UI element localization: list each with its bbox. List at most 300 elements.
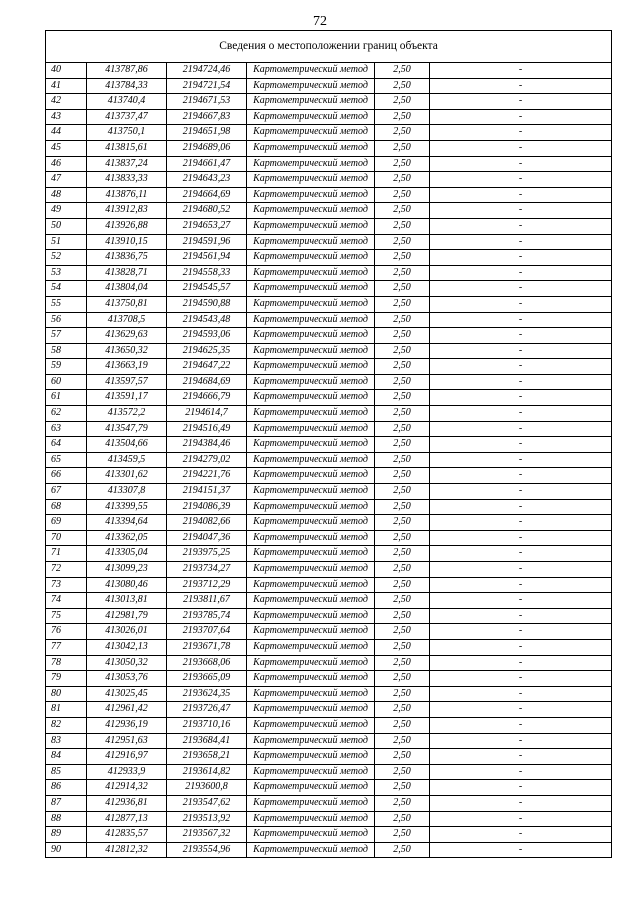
method-cell: Картометрический метод [247,359,375,375]
coordinate-x-cell: 413926,88 [87,218,167,234]
coordinate-x-cell: 413053,76 [87,671,167,687]
coordinate-x-cell: 412933,9 [87,764,167,780]
description-cell: - [430,203,612,219]
method-cell: Картометрический метод [247,203,375,219]
coordinate-y-cell: 2193707,64 [167,624,247,640]
table-row [46,250,612,266]
accuracy-cell: 2,50 [375,499,430,515]
method-cell: Картометрический метод [247,717,375,733]
coordinate-x-cell: 413042,13 [87,639,167,655]
description-cell: - [430,499,612,515]
table-row [46,562,612,578]
accuracy-cell: 2,50 [375,717,430,733]
point-number-cell: 55 [46,296,87,312]
description-cell: - [430,406,612,422]
method-cell: Картометрический метод [247,671,375,687]
coordinate-x-cell: 412916,97 [87,749,167,765]
method-cell: Картометрический метод [247,421,375,437]
method-cell: Картометрический метод [247,187,375,203]
accuracy-cell: 2,50 [375,140,430,156]
description-cell: - [430,624,612,640]
table-row [46,296,612,312]
coordinate-y-cell: 2193513,92 [167,811,247,827]
table-row [46,281,612,297]
description-cell: - [430,639,612,655]
accuracy-cell: 2,50 [375,156,430,172]
table-row [46,78,612,94]
point-number-cell: 68 [46,499,87,515]
method-cell: Картометрический метод [247,343,375,359]
method-cell: Картометрический метод [247,577,375,593]
accuracy-cell: 2,50 [375,655,430,671]
accuracy-cell: 2,50 [375,827,430,843]
table-row [46,406,612,422]
method-cell: Картометрический метод [247,265,375,281]
method-cell: Картометрический метод [247,639,375,655]
coordinate-y-cell: 2194653,27 [167,218,247,234]
description-cell: - [430,515,612,531]
table-row [46,452,612,468]
coordinate-y-cell: 2194384,46 [167,437,247,453]
method-cell: Картометрический метод [247,702,375,718]
method-cell: Картометрический метод [247,733,375,749]
coordinate-x-cell: 413833,33 [87,172,167,188]
coordinate-y-cell: 2193665,09 [167,671,247,687]
table-row [46,546,612,562]
coordinate-x-cell: 413307,8 [87,484,167,500]
description-cell: - [430,63,612,79]
coordinate-x-cell: 412812,32 [87,842,167,858]
method-cell: Картометрический метод [247,468,375,484]
method-cell: Картометрический метод [247,234,375,250]
method-cell: Картометрический метод [247,795,375,811]
coordinate-x-cell: 413301,62 [87,468,167,484]
coordinate-x-cell: 412835,57 [87,827,167,843]
coordinate-x-cell: 412877,13 [87,811,167,827]
coordinate-y-cell: 2194151,37 [167,484,247,500]
description-cell: - [430,296,612,312]
coordinate-y-cell: 2194279,02 [167,452,247,468]
coordinate-y-cell: 2193785,74 [167,608,247,624]
page-number: 72 [313,14,327,29]
method-cell: Картометрический метод [247,593,375,609]
point-number-cell: 59 [46,359,87,375]
table-row [46,530,612,546]
method-cell: Картометрический метод [247,811,375,827]
description-cell: - [430,281,612,297]
coordinate-y-cell: 2194614,7 [167,406,247,422]
accuracy-cell: 2,50 [375,250,430,266]
table-row [46,156,612,172]
accuracy-cell: 2,50 [375,109,430,125]
table-row [46,764,612,780]
accuracy-cell: 2,50 [375,374,430,390]
description-cell: - [430,140,612,156]
description-cell: - [430,421,612,437]
table-row [46,795,612,811]
coordinate-y-cell: 2194671,53 [167,94,247,110]
accuracy-cell: 2,50 [375,562,430,578]
point-number-cell: 47 [46,172,87,188]
point-number-cell: 65 [46,452,87,468]
point-number-cell: 56 [46,312,87,328]
description-cell: - [430,343,612,359]
coordinate-y-cell: 2194561,94 [167,250,247,266]
point-number-cell: 50 [46,218,87,234]
table-row [46,63,612,79]
coordinate-y-cell: 2193567,32 [167,827,247,843]
method-cell: Картометрический метод [247,328,375,344]
description-cell: - [430,452,612,468]
table-row [46,94,612,110]
coordinate-y-cell: 2193624,35 [167,686,247,702]
method-cell: Картометрический метод [247,218,375,234]
coordinate-y-cell: 2194667,83 [167,109,247,125]
coordinate-x-cell: 413787,86 [87,63,167,79]
table-row [46,780,612,796]
table-row [46,359,612,375]
table-row [46,593,612,609]
description-cell: - [430,328,612,344]
point-number-cell: 64 [46,437,87,453]
coordinate-y-cell: 2193614,82 [167,764,247,780]
method-cell: Картометрический метод [247,78,375,94]
method-cell: Картометрический метод [247,452,375,468]
coordinate-x-cell: 413740,4 [87,94,167,110]
point-number-cell: 77 [46,639,87,655]
coordinate-y-cell: 2194625,35 [167,343,247,359]
coordinate-x-cell: 413547,79 [87,421,167,437]
coordinate-y-cell: 2194086,39 [167,499,247,515]
description-cell: - [430,172,612,188]
accuracy-cell: 2,50 [375,328,430,344]
coordinate-y-cell: 2194047,36 [167,530,247,546]
accuracy-cell: 2,50 [375,218,430,234]
method-cell: Картометрический метод [247,562,375,578]
table-row [46,312,612,328]
coordinate-x-cell: 413591,17 [87,390,167,406]
method-cell: Картометрический метод [247,749,375,765]
method-cell: Картометрический метод [247,109,375,125]
coordinate-y-cell: 2194651,98 [167,125,247,141]
accuracy-cell: 2,50 [375,172,430,188]
coordinate-y-cell: 2194721,54 [167,78,247,94]
table-row [46,421,612,437]
description-cell: - [430,265,612,281]
table-row [46,577,612,593]
coordinate-x-cell: 413912,83 [87,203,167,219]
table-row [46,608,612,624]
point-number-cell: 83 [46,733,87,749]
coordinate-x-cell: 412936,19 [87,717,167,733]
table-row [46,624,612,640]
coordinate-x-cell: 413910,15 [87,234,167,250]
coordinate-x-cell: 413836,75 [87,250,167,266]
table-row [46,515,612,531]
description-cell: - [430,811,612,827]
table-row [46,203,612,219]
accuracy-cell: 2,50 [375,281,430,297]
coordinate-x-cell: 413837,24 [87,156,167,172]
accuracy-cell: 2,50 [375,811,430,827]
coordinate-x-cell: 413025,45 [87,686,167,702]
description-cell: - [430,78,612,94]
coordinate-y-cell: 2194680,52 [167,203,247,219]
coordinate-x-cell: 413876,11 [87,187,167,203]
coordinate-y-cell: 2194545,57 [167,281,247,297]
accuracy-cell: 2,50 [375,343,430,359]
description-cell: - [430,250,612,266]
coordinate-y-cell: 2194724,46 [167,63,247,79]
accuracy-cell: 2,50 [375,608,430,624]
coordinate-x-cell: 413050,32 [87,655,167,671]
method-cell: Картометрический метод [247,515,375,531]
table-row [46,827,612,843]
accuracy-cell: 2,50 [375,390,430,406]
point-number-cell: 86 [46,780,87,796]
accuracy-cell: 2,50 [375,577,430,593]
table-row [46,234,612,250]
coordinate-x-cell: 412951,63 [87,733,167,749]
table-row [46,437,612,453]
point-number-cell: 66 [46,468,87,484]
method-cell: Картометрический метод [247,63,375,79]
description-cell: - [430,390,612,406]
coordinate-y-cell: 2193734,27 [167,562,247,578]
point-number-cell: 60 [46,374,87,390]
accuracy-cell: 2,50 [375,515,430,531]
table-row [46,218,612,234]
point-number-cell: 45 [46,140,87,156]
coordinate-x-cell: 413815,61 [87,140,167,156]
accuracy-cell: 2,50 [375,686,430,702]
accuracy-cell: 2,50 [375,484,430,500]
method-cell: Картометрический метод [247,140,375,156]
accuracy-cell: 2,50 [375,406,430,422]
coordinate-x-cell: 413013,81 [87,593,167,609]
table-body [46,63,612,858]
description-cell: - [430,827,612,843]
table-row [46,187,612,203]
accuracy-cell: 2,50 [375,203,430,219]
coordinate-x-cell: 413080,46 [87,577,167,593]
coordinate-x-cell: 412981,79 [87,608,167,624]
table-row [46,140,612,156]
coordinate-y-cell: 2193600,8 [167,780,247,796]
coordinate-x-cell: 412936,81 [87,795,167,811]
coordinate-x-cell: 413650,32 [87,343,167,359]
accuracy-cell: 2,50 [375,452,430,468]
point-number-cell: 74 [46,593,87,609]
description-cell: - [430,655,612,671]
coordinate-x-cell: 413026,01 [87,624,167,640]
method-cell: Картометрический метод [247,530,375,546]
method-cell: Картометрический метод [247,281,375,297]
method-cell: Картометрический метод [247,499,375,515]
table-row [46,842,612,858]
accuracy-cell: 2,50 [375,624,430,640]
point-number-cell: 76 [46,624,87,640]
coordinate-y-cell: 2193811,67 [167,593,247,609]
accuracy-cell: 2,50 [375,312,430,328]
description-cell: - [430,484,612,500]
point-number-cell: 58 [46,343,87,359]
coordinate-x-cell: 412914,32 [87,780,167,796]
description-cell: - [430,717,612,733]
point-number-cell: 48 [46,187,87,203]
point-number-cell: 62 [46,406,87,422]
table-row [46,125,612,141]
coordinate-y-cell: 2193671,78 [167,639,247,655]
accuracy-cell: 2,50 [375,733,430,749]
coordinate-y-cell: 2194643,23 [167,172,247,188]
point-number-cell: 53 [46,265,87,281]
coordinate-x-cell: 413663,19 [87,359,167,375]
point-number-cell: 84 [46,749,87,765]
table-title: Сведения о местоположении границ объекта [46,31,612,63]
table-row [46,639,612,655]
coordinate-y-cell: 2193684,41 [167,733,247,749]
accuracy-cell: 2,50 [375,265,430,281]
accuracy-cell: 2,50 [375,764,430,780]
description-cell: - [430,530,612,546]
accuracy-cell: 2,50 [375,780,430,796]
point-number-cell: 85 [46,764,87,780]
accuracy-cell: 2,50 [375,94,430,110]
point-number-cell: 90 [46,842,87,858]
method-cell: Картометрический метод [247,686,375,702]
coordinate-y-cell: 2194684,69 [167,374,247,390]
coordinate-x-cell: 413784,33 [87,78,167,94]
description-cell: - [430,156,612,172]
point-number-cell: 49 [46,203,87,219]
accuracy-cell: 2,50 [375,468,430,484]
table-row [46,733,612,749]
point-number-cell: 70 [46,530,87,546]
description-cell: - [430,437,612,453]
coordinate-x-cell: 413362,05 [87,530,167,546]
method-cell: Картометрический метод [247,156,375,172]
point-number-cell: 41 [46,78,87,94]
coordinate-x-cell: 413750,81 [87,296,167,312]
description-cell: - [430,94,612,110]
description-cell: - [430,686,612,702]
accuracy-cell: 2,50 [375,639,430,655]
coordinate-y-cell: 2193547,62 [167,795,247,811]
accuracy-cell: 2,50 [375,63,430,79]
method-cell: Картометрический метод [247,608,375,624]
point-number-cell: 63 [46,421,87,437]
description-cell: - [430,780,612,796]
point-number-cell: 40 [46,63,87,79]
accuracy-cell: 2,50 [375,530,430,546]
point-number-cell: 72 [46,562,87,578]
coordinate-y-cell: 2194593,06 [167,328,247,344]
point-number-cell: 51 [46,234,87,250]
coordinate-x-cell: 413099,23 [87,562,167,578]
coordinate-y-cell: 2194661,47 [167,156,247,172]
method-cell: Картометрический метод [247,827,375,843]
point-number-cell: 89 [46,827,87,843]
coordinate-x-cell: 413394,64 [87,515,167,531]
point-number-cell: 61 [46,390,87,406]
method-cell: Картометрический метод [247,390,375,406]
point-number-cell: 71 [46,546,87,562]
method-cell: Картометрический метод [247,484,375,500]
table-row [46,172,612,188]
method-cell: Картометрический метод [247,296,375,312]
table-row [46,686,612,702]
coordinate-y-cell: 2194516,49 [167,421,247,437]
accuracy-cell: 2,50 [375,437,430,453]
table-title-row [46,31,612,63]
description-cell: - [430,359,612,375]
table-row [46,343,612,359]
description-cell: - [430,749,612,765]
table-row [46,109,612,125]
point-number-cell: 43 [46,109,87,125]
point-number-cell: 46 [46,156,87,172]
coordinate-x-cell: 413399,55 [87,499,167,515]
accuracy-cell: 2,50 [375,842,430,858]
coordinate-y-cell: 2194082,66 [167,515,247,531]
coordinate-y-cell: 2193712,29 [167,577,247,593]
table-row [46,749,612,765]
coordinate-y-cell: 2194664,69 [167,187,247,203]
description-cell: - [430,312,612,328]
coordinate-y-cell: 2194558,33 [167,265,247,281]
point-number-cell: 75 [46,608,87,624]
description-cell: - [430,374,612,390]
method-cell: Картометрический метод [247,125,375,141]
table-row [46,499,612,515]
accuracy-cell: 2,50 [375,187,430,203]
method-cell: Картометрический метод [247,312,375,328]
point-number-cell: 57 [46,328,87,344]
description-cell: - [430,218,612,234]
accuracy-cell: 2,50 [375,234,430,250]
description-cell: - [430,125,612,141]
method-cell: Картометрический метод [247,655,375,671]
description-cell: - [430,733,612,749]
table-row [46,671,612,687]
point-number-cell: 81 [46,702,87,718]
accuracy-cell: 2,50 [375,296,430,312]
table-row [46,468,612,484]
table-row [46,811,612,827]
description-cell: - [430,109,612,125]
description-cell: - [430,764,612,780]
accuracy-cell: 2,50 [375,593,430,609]
accuracy-cell: 2,50 [375,795,430,811]
coordinate-y-cell: 2193726,47 [167,702,247,718]
method-cell: Картометрический метод [247,437,375,453]
point-number-cell: 73 [46,577,87,593]
method-cell: Картометрический метод [247,406,375,422]
coordinate-y-cell: 2193975,25 [167,546,247,562]
coordinate-y-cell: 2194221,76 [167,468,247,484]
coordinate-x-cell: 413737,47 [87,109,167,125]
point-number-cell: 79 [46,671,87,687]
description-cell: - [430,593,612,609]
point-number-cell: 78 [46,655,87,671]
coordinate-x-cell: 413708,5 [87,312,167,328]
point-number-cell: 42 [46,94,87,110]
table-row [46,484,612,500]
method-cell: Картометрический метод [247,172,375,188]
description-cell: - [430,468,612,484]
description-cell: - [430,671,612,687]
